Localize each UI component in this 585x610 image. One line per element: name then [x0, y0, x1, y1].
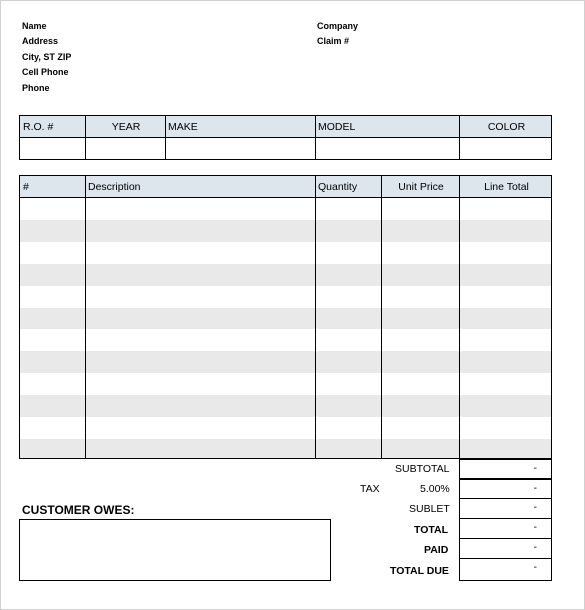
company-label: Company — [317, 21, 359, 31]
sublet-value: - — [533, 502, 537, 513]
company-info — [317, 19, 358, 50]
make-header: MAKE — [168, 121, 198, 133]
total-field[interactable] — [459, 519, 552, 539]
year-header: YEAR — [111, 121, 141, 133]
customer-info — [22, 19, 71, 96]
description-header: Description — [88, 181, 141, 193]
color-header: COLOR — [487, 121, 526, 133]
paid-label: PAID — [424, 544, 449, 556]
customer-address-label: Address — [22, 36, 59, 47]
line-total-column — [460, 176, 552, 458]
customer-name-label: Name — [22, 21, 47, 31]
customer-city-label: City, ST ZIP — [22, 51, 72, 62]
vehicle-table — [19, 115, 552, 160]
total-due-value: - — [533, 562, 537, 573]
description-column — [86, 176, 316, 458]
unit-price-header: Unit Price — [398, 181, 444, 193]
paid-field[interactable] — [459, 539, 552, 559]
tax-rate: 5.00% — [420, 483, 450, 495]
customer-owes-label: CUSTOMER OWES: — [22, 503, 135, 517]
tax-field[interactable] — [459, 479, 552, 499]
total-label: TOTAL — [414, 524, 449, 536]
quantity-column — [316, 176, 382, 458]
total-due-field[interactable] — [459, 559, 552, 581]
item-number-header: # — [23, 181, 29, 193]
model-header: MODEL — [318, 121, 356, 133]
sublet-label: SUBLET — [409, 503, 450, 515]
paid-value: - — [533, 542, 537, 553]
customer-cell-label: Cell Phone — [22, 67, 69, 78]
total-value: - — [533, 522, 537, 533]
claim-label: Claim # — [317, 36, 350, 47]
line-total-header: Line Total — [484, 181, 529, 193]
customer-phone-label: Phone — [22, 82, 50, 93]
ro-header: R.O. # — [23, 121, 54, 133]
customer-owes-box[interactable] — [19, 519, 331, 581]
tax-label: TAX — [360, 483, 380, 495]
total-due-label: TOTAL DUE — [390, 565, 449, 577]
sublet-field[interactable] — [459, 499, 552, 519]
tax-value: - — [533, 483, 537, 494]
item-number-column — [20, 176, 86, 458]
unit-price-column — [382, 176, 460, 458]
items-table — [19, 175, 552, 459]
subtotal-field[interactable] — [459, 459, 552, 479]
subtotal-value: - — [533, 463, 537, 474]
quantity-header: Quantity — [318, 181, 358, 193]
subtotal-label: SUBTOTAL — [395, 463, 450, 475]
